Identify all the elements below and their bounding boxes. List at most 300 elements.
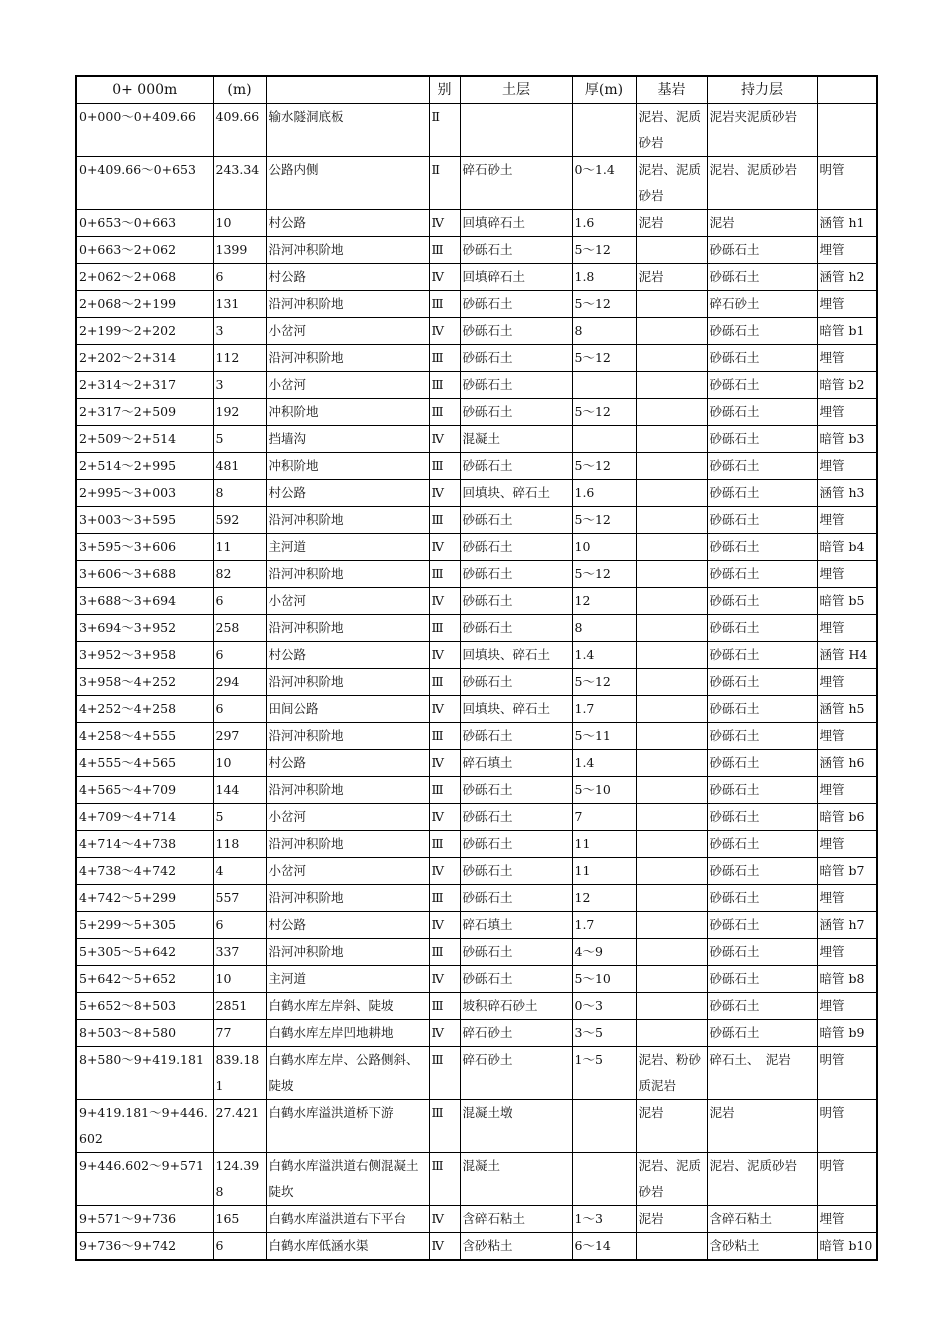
location-cell: 沿河冲积阶地 — [266, 561, 429, 588]
station-cell: 8+503～8+580 — [76, 1020, 213, 1047]
bearing-layer-cell: 砂砾石土 — [707, 588, 817, 615]
class-cell: Ⅲ — [429, 1047, 460, 1100]
bearing-layer-cell: 砂砾石土 — [707, 561, 817, 588]
location-cell: 白鹤水库溢洪道桥下游 — [266, 1100, 429, 1153]
class-cell: Ⅳ — [429, 750, 460, 777]
bedrock-cell — [636, 750, 707, 777]
table-row — [76, 507, 877, 534]
bearing-layer-cell: 砂砾石土 — [707, 750, 817, 777]
location-cell: 沿河冲积阶地 — [266, 345, 429, 372]
bearing-layer-cell: 泥岩 — [707, 210, 817, 237]
length-cell: 165 — [213, 1206, 266, 1233]
pipe-type-cell: 涵管 h1 — [817, 210, 877, 237]
pipe-type-cell: 明管 — [817, 1100, 877, 1153]
soil-layer-cell: 碎石填土 — [460, 912, 572, 939]
soil-layer-cell: 碎石砂土 — [460, 1020, 572, 1047]
length-cell: 294 — [213, 669, 266, 696]
table-row — [76, 858, 877, 885]
location-cell: 小岔河 — [266, 858, 429, 885]
location-cell: 挡墙沟 — [266, 426, 429, 453]
location-cell: 白鹤水库溢洪道右下平台 — [266, 1206, 429, 1233]
length-cell: 10 — [213, 966, 266, 993]
pipe-type-cell: 暗管 b9 — [817, 1020, 877, 1047]
thickness-cell: 5～12 — [572, 561, 636, 588]
bearing-layer-cell: 含碎石粘土 — [707, 1206, 817, 1233]
pipe-type-cell: 暗管 b3 — [817, 426, 877, 453]
soil-layer-cell: 回填碎石土 — [460, 210, 572, 237]
soil-layer-cell: 砂砾石土 — [460, 858, 572, 885]
station-cell: 2+062～2+068 — [76, 264, 213, 291]
bearing-layer-cell: 砂砾石土 — [707, 723, 817, 750]
location-cell: 沿河冲积阶地 — [266, 885, 429, 912]
bedrock-cell: 泥岩 — [636, 210, 707, 237]
thickness-cell: 11 — [572, 858, 636, 885]
location-cell: 白鹤水库溢洪道右侧混凝土陡坎 — [266, 1153, 429, 1206]
location-cell: 村公路 — [266, 642, 429, 669]
length-cell: 2851 — [213, 993, 266, 1020]
location-cell: 小岔河 — [266, 588, 429, 615]
station-cell: 2+202～2+314 — [76, 345, 213, 372]
location-cell: 沿河冲积阶地 — [266, 669, 429, 696]
soil-layer-cell: 砂砾石土 — [460, 561, 572, 588]
thickness-cell: 5～10 — [572, 966, 636, 993]
pipe-type-cell: 埋管 — [817, 831, 877, 858]
location-cell: 沿河冲积阶地 — [266, 777, 429, 804]
class-cell: Ⅳ — [429, 534, 460, 561]
pipe-type-cell: 暗管 b8 — [817, 966, 877, 993]
soil-layer-cell: 回填块、碎石土 — [460, 480, 572, 507]
pipe-type-cell: 埋管 — [817, 723, 877, 750]
location-cell: 主河道 — [266, 534, 429, 561]
table-row — [76, 723, 877, 750]
table-row — [76, 561, 877, 588]
bedrock-cell: 泥岩、粉砂质泥岩 — [636, 1047, 707, 1100]
length-cell: 11 — [213, 534, 266, 561]
thickness-cell: 1.7 — [572, 696, 636, 723]
pipe-type-cell: 埋管 — [817, 777, 877, 804]
station-cell: 3+952～3+958 — [76, 642, 213, 669]
class-cell: Ⅲ — [429, 615, 460, 642]
pipe-type-cell: 埋管 — [817, 507, 877, 534]
class-cell: Ⅲ — [429, 993, 460, 1020]
bedrock-cell — [636, 696, 707, 723]
bearing-layer-cell: 泥岩、泥质砂岩 — [707, 1153, 817, 1206]
table-row — [76, 318, 877, 345]
pipe-type-cell: 暗管 b6 — [817, 804, 877, 831]
thickness-cell: 5～12 — [572, 507, 636, 534]
bearing-layer-cell: 砂砾石土 — [707, 426, 817, 453]
pipe-type-cell: 涵管 h3 — [817, 480, 877, 507]
table-row — [76, 1206, 877, 1233]
pipe-type-cell: 埋管 — [817, 399, 877, 426]
bedrock-cell — [636, 426, 707, 453]
pipe-type-cell: 涵管 h6 — [817, 750, 877, 777]
bearing-layer-cell: 泥岩夹泥质砂岩 — [707, 104, 817, 157]
station-cell: 2+068～2+199 — [76, 291, 213, 318]
length-cell: 6 — [213, 912, 266, 939]
bedrock-cell — [636, 588, 707, 615]
location-cell: 冲积阶地 — [266, 399, 429, 426]
pipe-type-cell: 暗管 b7 — [817, 858, 877, 885]
col-header-pipe-type — [817, 76, 877, 104]
length-cell: 6 — [213, 264, 266, 291]
table-row — [76, 291, 877, 318]
bedrock-cell — [636, 885, 707, 912]
thickness-cell: 5～12 — [572, 345, 636, 372]
thickness-cell: 1.6 — [572, 480, 636, 507]
station-cell: 9+736～9+742 — [76, 1233, 213, 1261]
length-cell: 5 — [213, 804, 266, 831]
thickness-cell: 11 — [572, 831, 636, 858]
station-cell: 8+580～9+419.181 — [76, 1047, 213, 1100]
station-cell: 3+595～3+606 — [76, 534, 213, 561]
location-cell: 村公路 — [266, 210, 429, 237]
thickness-cell: 5～11 — [572, 723, 636, 750]
table-row — [76, 1020, 877, 1047]
thickness-cell: 1.4 — [572, 642, 636, 669]
thickness-cell: 10 — [572, 534, 636, 561]
thickness-cell: 0～3 — [572, 993, 636, 1020]
class-cell: Ⅳ — [429, 966, 460, 993]
table-row — [76, 372, 877, 399]
soil-layer-cell: 砂砾石土 — [460, 831, 572, 858]
length-cell: 258 — [213, 615, 266, 642]
bedrock-cell — [636, 453, 707, 480]
bedrock-cell — [636, 507, 707, 534]
thickness-cell: 6～14 — [572, 1233, 636, 1261]
soil-layer-cell: 砂砾石土 — [460, 399, 572, 426]
thickness-cell — [572, 372, 636, 399]
pipe-type-cell — [817, 104, 877, 157]
table-row — [76, 588, 877, 615]
length-cell: 82 — [213, 561, 266, 588]
geology-table — [75, 75, 878, 1261]
bedrock-cell — [636, 318, 707, 345]
bedrock-cell: 泥岩 — [636, 1100, 707, 1153]
station-cell: 5+642～5+652 — [76, 966, 213, 993]
soil-layer-cell: 砂砾石土 — [460, 507, 572, 534]
station-cell: 5+305～5+642 — [76, 939, 213, 966]
table-row — [76, 642, 877, 669]
length-cell: 409.66 — [213, 104, 266, 157]
table-row — [76, 615, 877, 642]
bearing-layer-cell: 砂砾石土 — [707, 642, 817, 669]
pipe-type-cell: 埋管 — [817, 669, 877, 696]
soil-layer-cell: 坡积碎石砂土 — [460, 993, 572, 1020]
table-row — [76, 1233, 877, 1261]
thickness-cell: 5～12 — [572, 237, 636, 264]
class-cell: Ⅳ — [429, 264, 460, 291]
bedrock-cell — [636, 237, 707, 264]
thickness-cell: 1～5 — [572, 1047, 636, 1100]
station-cell: 0+653～0+663 — [76, 210, 213, 237]
thickness-cell: 8 — [572, 615, 636, 642]
station-cell: 0+000～0+409.66 — [76, 104, 213, 157]
location-cell: 主河道 — [266, 966, 429, 993]
thickness-cell — [572, 104, 636, 157]
bedrock-cell — [636, 966, 707, 993]
header-row — [76, 76, 877, 104]
table-row — [76, 157, 877, 210]
length-cell: 6 — [213, 1233, 266, 1261]
table-row — [76, 831, 877, 858]
table-row — [76, 669, 877, 696]
bearing-layer-cell: 泥岩、泥质砂岩 — [707, 157, 817, 210]
soil-layer-cell: 砂砾石土 — [460, 345, 572, 372]
thickness-cell: 5～12 — [572, 669, 636, 696]
class-cell: Ⅳ — [429, 210, 460, 237]
length-cell: 6 — [213, 642, 266, 669]
class-cell: Ⅳ — [429, 1206, 460, 1233]
soil-layer-cell: 砂砾石土 — [460, 318, 572, 345]
length-cell: 557 — [213, 885, 266, 912]
thickness-cell: 1.7 — [572, 912, 636, 939]
soil-layer-cell: 砂砾石土 — [460, 291, 572, 318]
class-cell: Ⅲ — [429, 669, 460, 696]
location-cell: 沿河冲积阶地 — [266, 237, 429, 264]
pipe-type-cell: 埋管 — [817, 993, 877, 1020]
class-cell: Ⅳ — [429, 1020, 460, 1047]
table-row — [76, 1153, 877, 1206]
thickness-cell: 8 — [572, 318, 636, 345]
bearing-layer-cell: 砂砾石土 — [707, 696, 817, 723]
location-cell: 沿河冲积阶地 — [266, 939, 429, 966]
thickness-cell: 7 — [572, 804, 636, 831]
length-cell: 297 — [213, 723, 266, 750]
pipe-type-cell: 涵管 h5 — [817, 696, 877, 723]
soil-layer-cell — [460, 104, 572, 157]
class-cell: Ⅲ — [429, 831, 460, 858]
thickness-cell: 1.6 — [572, 210, 636, 237]
length-cell: 592 — [213, 507, 266, 534]
class-cell: Ⅲ — [429, 453, 460, 480]
bedrock-cell — [636, 993, 707, 1020]
soil-layer-cell: 砂砾石土 — [460, 534, 572, 561]
pipe-type-cell: 明管 — [817, 157, 877, 210]
location-cell: 村公路 — [266, 750, 429, 777]
table-row — [76, 210, 877, 237]
station-cell: 4+738～4+742 — [76, 858, 213, 885]
bedrock-cell: 泥岩、泥质砂岩 — [636, 157, 707, 210]
thickness-cell — [572, 1153, 636, 1206]
soil-layer-cell: 砂砾石土 — [460, 885, 572, 912]
bearing-layer-cell: 砂砾石土 — [707, 885, 817, 912]
thickness-cell: 0～1.4 — [572, 157, 636, 210]
bedrock-cell — [636, 534, 707, 561]
bearing-layer-cell: 砂砾石土 — [707, 318, 817, 345]
soil-layer-cell: 砂砾石土 — [460, 723, 572, 750]
bedrock-cell — [636, 1233, 707, 1261]
station-cell: 4+565～4+709 — [76, 777, 213, 804]
class-cell: Ⅲ — [429, 777, 460, 804]
pipe-type-cell: 埋管 — [817, 615, 877, 642]
soil-layer-cell: 砂砾石土 — [460, 237, 572, 264]
station-cell: 3+003～3+595 — [76, 507, 213, 534]
station-cell: 4+714～4+738 — [76, 831, 213, 858]
location-cell: 村公路 — [266, 264, 429, 291]
length-cell: 243.34 — [213, 157, 266, 210]
station-cell: 4+742～5+299 — [76, 885, 213, 912]
length-cell: 1399 — [213, 237, 266, 264]
bedrock-cell — [636, 1020, 707, 1047]
bedrock-cell: 泥岩 — [636, 1206, 707, 1233]
location-cell: 小岔河 — [266, 318, 429, 345]
class-cell: Ⅳ — [429, 480, 460, 507]
col-header-thickness: 厚(m) — [572, 76, 636, 104]
bearing-layer-cell: 泥岩 — [707, 1100, 817, 1153]
length-cell: 6 — [213, 588, 266, 615]
length-cell: 10 — [213, 750, 266, 777]
soil-layer-cell: 砂砾石土 — [460, 939, 572, 966]
bedrock-cell — [636, 642, 707, 669]
location-cell: 村公路 — [266, 912, 429, 939]
length-cell: 3 — [213, 372, 266, 399]
table-row — [76, 804, 877, 831]
station-cell: 4+709～4+714 — [76, 804, 213, 831]
soil-layer-cell: 砂砾石土 — [460, 669, 572, 696]
pipe-type-cell: 暗管 b2 — [817, 372, 877, 399]
bearing-layer-cell: 碎石砂土 — [707, 291, 817, 318]
pipe-type-cell: 埋管 — [817, 1206, 877, 1233]
length-cell: 5 — [213, 426, 266, 453]
soil-layer-cell: 碎石砂土 — [460, 157, 572, 210]
soil-layer-cell: 砂砾石土 — [460, 966, 572, 993]
thickness-cell: 5～10 — [572, 777, 636, 804]
station-cell: 2+199～2+202 — [76, 318, 213, 345]
class-cell: Ⅲ — [429, 372, 460, 399]
table-body — [76, 104, 877, 1261]
bearing-layer-cell: 砂砾石土 — [707, 372, 817, 399]
length-cell: 6 — [213, 696, 266, 723]
col-header-length: (m) — [213, 76, 266, 104]
bedrock-cell — [636, 345, 707, 372]
class-cell: Ⅳ — [429, 642, 460, 669]
station-cell: 2+314～2+317 — [76, 372, 213, 399]
length-cell: 10 — [213, 210, 266, 237]
class-cell: Ⅲ — [429, 723, 460, 750]
bearing-layer-cell: 砂砾石土 — [707, 858, 817, 885]
bearing-layer-cell: 含砂粘土 — [707, 1233, 817, 1261]
table-row — [76, 912, 877, 939]
table-row — [76, 104, 877, 157]
location-cell: 沿河冲积阶地 — [266, 723, 429, 750]
bedrock-cell — [636, 399, 707, 426]
pipe-type-cell: 埋管 — [817, 561, 877, 588]
length-cell: 124.398 — [213, 1153, 266, 1206]
class-cell: Ⅲ — [429, 291, 460, 318]
length-cell: 112 — [213, 345, 266, 372]
thickness-cell — [572, 1100, 636, 1153]
bedrock-cell — [636, 291, 707, 318]
bedrock-cell — [636, 777, 707, 804]
pipe-type-cell: 涵管 H4 — [817, 642, 877, 669]
soil-layer-cell: 砂砾石土 — [460, 777, 572, 804]
station-cell: 2+995～3+003 — [76, 480, 213, 507]
station-cell: 4+258～4+555 — [76, 723, 213, 750]
location-cell: 沿河冲积阶地 — [266, 507, 429, 534]
soil-layer-cell: 混凝土 — [460, 426, 572, 453]
table-row — [76, 885, 877, 912]
bearing-layer-cell: 砂砾石土 — [707, 831, 817, 858]
bearing-layer-cell: 砂砾石土 — [707, 237, 817, 264]
soil-layer-cell: 混凝土墩 — [460, 1100, 572, 1153]
class-cell: Ⅳ — [429, 588, 460, 615]
col-header-soil-layer: 土层 — [460, 76, 572, 104]
class-cell: Ⅲ — [429, 237, 460, 264]
bearing-layer-cell: 砂砾石土 — [707, 480, 817, 507]
table-row — [76, 264, 877, 291]
class-cell: Ⅲ — [429, 507, 460, 534]
thickness-cell — [572, 426, 636, 453]
location-cell: 白鹤水库左岸、公路侧斜、陡坡 — [266, 1047, 429, 1100]
class-cell: Ⅳ — [429, 426, 460, 453]
location-cell: 小岔河 — [266, 372, 429, 399]
soil-layer-cell: 回填碎石土 — [460, 264, 572, 291]
bedrock-cell: 泥岩、泥质砂岩 — [636, 104, 707, 157]
bedrock-cell — [636, 723, 707, 750]
table-row — [76, 966, 877, 993]
station-cell: 4+555～4+565 — [76, 750, 213, 777]
location-cell: 冲积阶地 — [266, 453, 429, 480]
pipe-type-cell: 涵管 h2 — [817, 264, 877, 291]
thickness-cell: 3～5 — [572, 1020, 636, 1047]
class-cell: Ⅲ — [429, 1100, 460, 1153]
bearing-layer-cell: 砂砾石土 — [707, 966, 817, 993]
station-cell: 3+688～3+694 — [76, 588, 213, 615]
station-cell: 9+571～9+736 — [76, 1206, 213, 1233]
station-cell: 0+663～2+062 — [76, 237, 213, 264]
station-cell: 3+958～4+252 — [76, 669, 213, 696]
bedrock-cell — [636, 912, 707, 939]
class-cell: Ⅲ — [429, 345, 460, 372]
soil-layer-cell: 含碎石粘土 — [460, 1206, 572, 1233]
station-cell: 2+509～2+514 — [76, 426, 213, 453]
thickness-cell: 1.8 — [572, 264, 636, 291]
class-cell: Ⅱ — [429, 157, 460, 210]
thickness-cell: 1～3 — [572, 1206, 636, 1233]
bedrock-cell — [636, 858, 707, 885]
length-cell: 4 — [213, 858, 266, 885]
class-cell: Ⅳ — [429, 912, 460, 939]
soil-layer-cell: 砂砾石土 — [460, 453, 572, 480]
pipe-type-cell: 埋管 — [817, 237, 877, 264]
location-cell: 公路内侧 — [266, 157, 429, 210]
table-row — [76, 939, 877, 966]
thickness-cell: 12 — [572, 885, 636, 912]
bearing-layer-cell: 砂砾石土 — [707, 534, 817, 561]
station-cell: 5+299～5+305 — [76, 912, 213, 939]
station-cell: 3+606～3+688 — [76, 561, 213, 588]
thickness-cell: 5～12 — [572, 453, 636, 480]
col-header-bedrock: 基岩 — [636, 76, 707, 104]
thickness-cell: 1.4 — [572, 750, 636, 777]
table-row — [76, 993, 877, 1020]
bedrock-cell — [636, 939, 707, 966]
thickness-cell: 12 — [572, 588, 636, 615]
bearing-layer-cell: 砂砾石土 — [707, 399, 817, 426]
soil-layer-cell: 砂砾石土 — [460, 804, 572, 831]
location-cell: 白鹤水库左岸斜、陡坡 — [266, 993, 429, 1020]
class-cell: Ⅳ — [429, 858, 460, 885]
thickness-cell: 5～12 — [572, 291, 636, 318]
length-cell: 8 — [213, 480, 266, 507]
table-row — [76, 480, 877, 507]
soil-layer-cell: 混凝土 — [460, 1153, 572, 1206]
length-cell: 27.421 — [213, 1100, 266, 1153]
bearing-layer-cell: 砂砾石土 — [707, 669, 817, 696]
location-cell: 白鹤水库低涵水渠 — [266, 1233, 429, 1261]
location-cell: 沿河冲积阶地 — [266, 831, 429, 858]
